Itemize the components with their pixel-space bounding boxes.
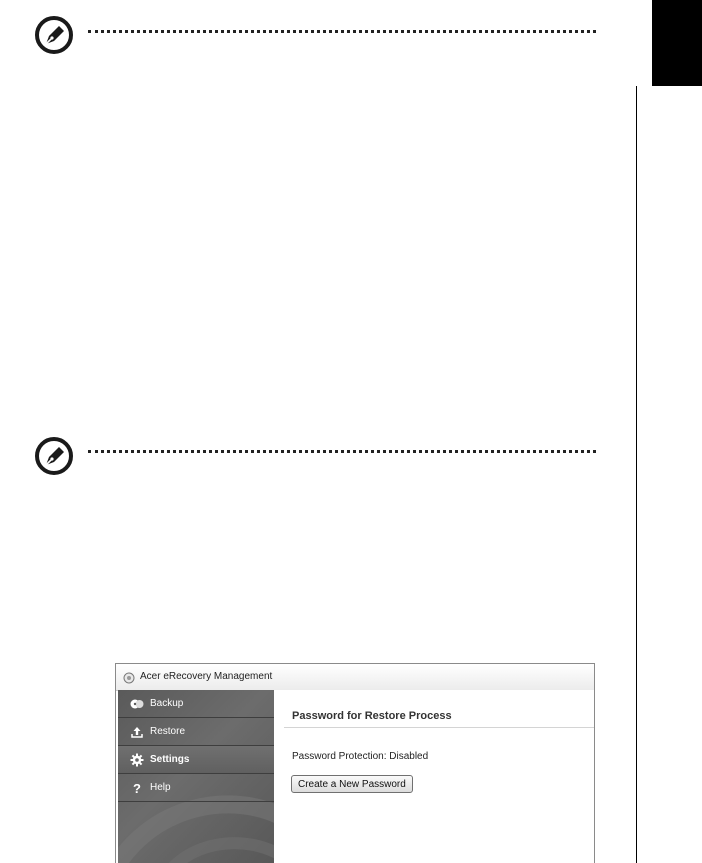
- sidebar-item-restore[interactable]: [118, 718, 274, 746]
- sidebar-item-backup[interactable]: [118, 690, 274, 718]
- password-status: Password Protection: Disabled: [292, 751, 429, 762]
- sidebar-item-settings[interactable]: [118, 746, 274, 774]
- sidebar-item-label: Backup: [150, 698, 184, 709]
- backup-disc-icon: [130, 697, 144, 711]
- sidebar: [118, 690, 274, 863]
- sidebar-item-help[interactable]: [118, 774, 274, 802]
- svg-text:?: ?: [133, 780, 141, 795]
- restore-upload-icon: [130, 725, 144, 739]
- sidebar-item-label: Settings: [150, 754, 190, 765]
- note-pen-icon: [34, 436, 74, 476]
- language-tab: [652, 0, 702, 86]
- note-divider: [88, 30, 596, 33]
- heading-divider: [284, 727, 594, 728]
- create-password-button[interactable]: Create a New Password: [291, 775, 413, 793]
- app-icon: [123, 671, 135, 683]
- sidebar-item-label: Help: [150, 782, 171, 793]
- margin-rule: [636, 86, 637, 863]
- window-titlebar: [116, 664, 594, 691]
- gear-icon: [130, 753, 144, 767]
- question-mark-icon: [130, 781, 144, 795]
- erecovery-window: [115, 663, 595, 863]
- window-title: Acer eRecovery Management: [140, 671, 273, 682]
- note-pen-icon: [34, 15, 74, 55]
- note-divider: [88, 450, 596, 453]
- settings-panel: [274, 690, 594, 863]
- section-heading: Password for Restore Process: [292, 710, 452, 722]
- sidebar-item-label: Restore: [150, 726, 186, 737]
